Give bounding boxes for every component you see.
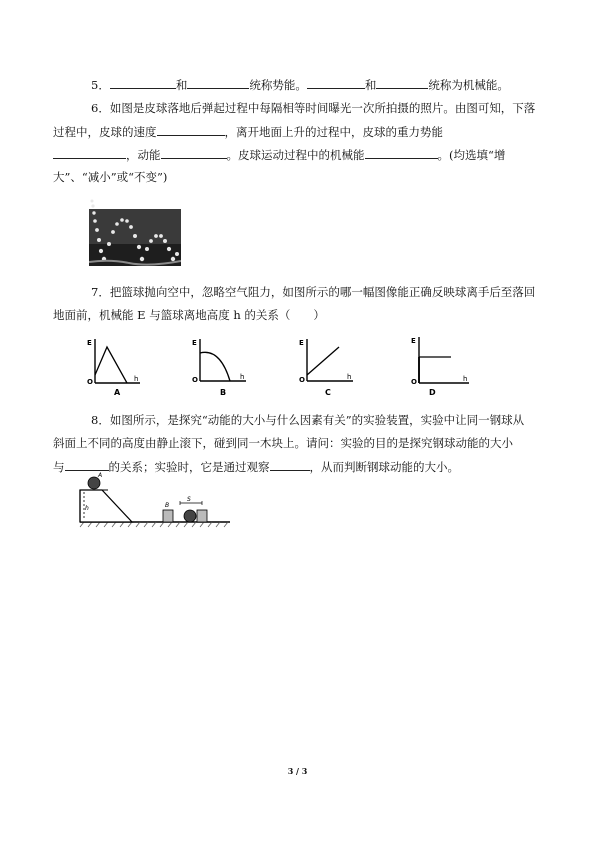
question-7-line-1: 7．把篮球抛向空中，忽略空气阻力，如图所示的哪一幅图像能正确反映球离手后至落回 [91, 285, 536, 299]
answer-blank[interactable] [110, 77, 176, 89]
question-8-line-3: 与 的关系；实验时，它是通过观察 ，从而判断钢球动能的大小。 [53, 460, 459, 474]
graph-origin-label: O [87, 378, 93, 386]
question-6-line-4: 大”、“减小”或“不变”) [53, 170, 168, 184]
question-8-line-1: 8．如图所示，是探究“动能的大小与什么因素有关”的实验装置，实验中让同一钢球从 [91, 413, 525, 427]
graph-option-label: A [114, 388, 121, 397]
graph-option-d[interactable] [405, 333, 473, 399]
graph-option-label: B [220, 388, 227, 397]
question-8-line-2: 斜面上不同的高度由静止滚下，碰到同一木块上。请问：实验的目的是探究钢球动能的大小 [53, 436, 513, 450]
graph-option-label: C [325, 388, 331, 397]
answer-blank[interactable] [187, 77, 249, 89]
graph-origin-label: O [411, 378, 417, 386]
answer-blank[interactable] [157, 124, 225, 136]
graph-option-b[interactable] [186, 333, 250, 399]
answer-blank[interactable] [307, 77, 365, 89]
graph-y-axis-label: E [411, 337, 416, 345]
answer-blank[interactable] [65, 459, 109, 471]
graph-y-axis-label: E [87, 339, 92, 347]
graph-y-axis-label: E [192, 339, 197, 347]
answer-blank[interactable] [376, 77, 428, 89]
question-6-line-3: ，动能 。皮球运动过程中的机械能 。(均选填“增 [53, 147, 505, 162]
graph-origin-label: O [299, 376, 305, 384]
graph-y-axis-label: E [299, 339, 304, 347]
graph-option-a[interactable] [80, 333, 144, 399]
question-5-number: 5． [91, 78, 110, 92]
graph-x-axis-label: h [347, 373, 352, 381]
question-5: 5． 和 统称势能。 和 统称为机械能。 [91, 78, 509, 92]
answer-blank[interactable] [365, 147, 438, 159]
question-7-line-2: 地面前，机械能 E 与篮球离地高度 h 的关系（ ） [53, 308, 325, 322]
height-label: h [85, 505, 89, 512]
answer-blank[interactable] [270, 459, 310, 471]
graph-x-axis-label: h [463, 375, 468, 383]
graph-origin-label: O [192, 376, 198, 384]
answer-blank[interactable] [53, 147, 126, 159]
bouncing-ball-photo [89, 199, 181, 266]
page-number: 3 / 3 [287, 766, 308, 776]
answer-blank[interactable] [161, 147, 227, 159]
graph-option-label: D [429, 388, 436, 397]
question-6-line-2: 过程中，皮球的速度 ，离开地面上升的过程中，皮球的重力势能 [53, 125, 443, 139]
graph-x-axis-label: h [240, 373, 245, 381]
graph-option-c[interactable] [291, 333, 355, 399]
graph-x-axis-label: h [134, 375, 139, 383]
block-b-label: B [165, 502, 170, 509]
question-6-line-1: 6．如图是皮球落地后弹起过程中每隔相等时间曝光一次所拍摄的照片。由图可知，下落 [91, 101, 536, 115]
ball-a-label: A [98, 472, 103, 479]
distance-s-label: S [187, 496, 191, 503]
ramp-experiment-figure [74, 472, 234, 530]
